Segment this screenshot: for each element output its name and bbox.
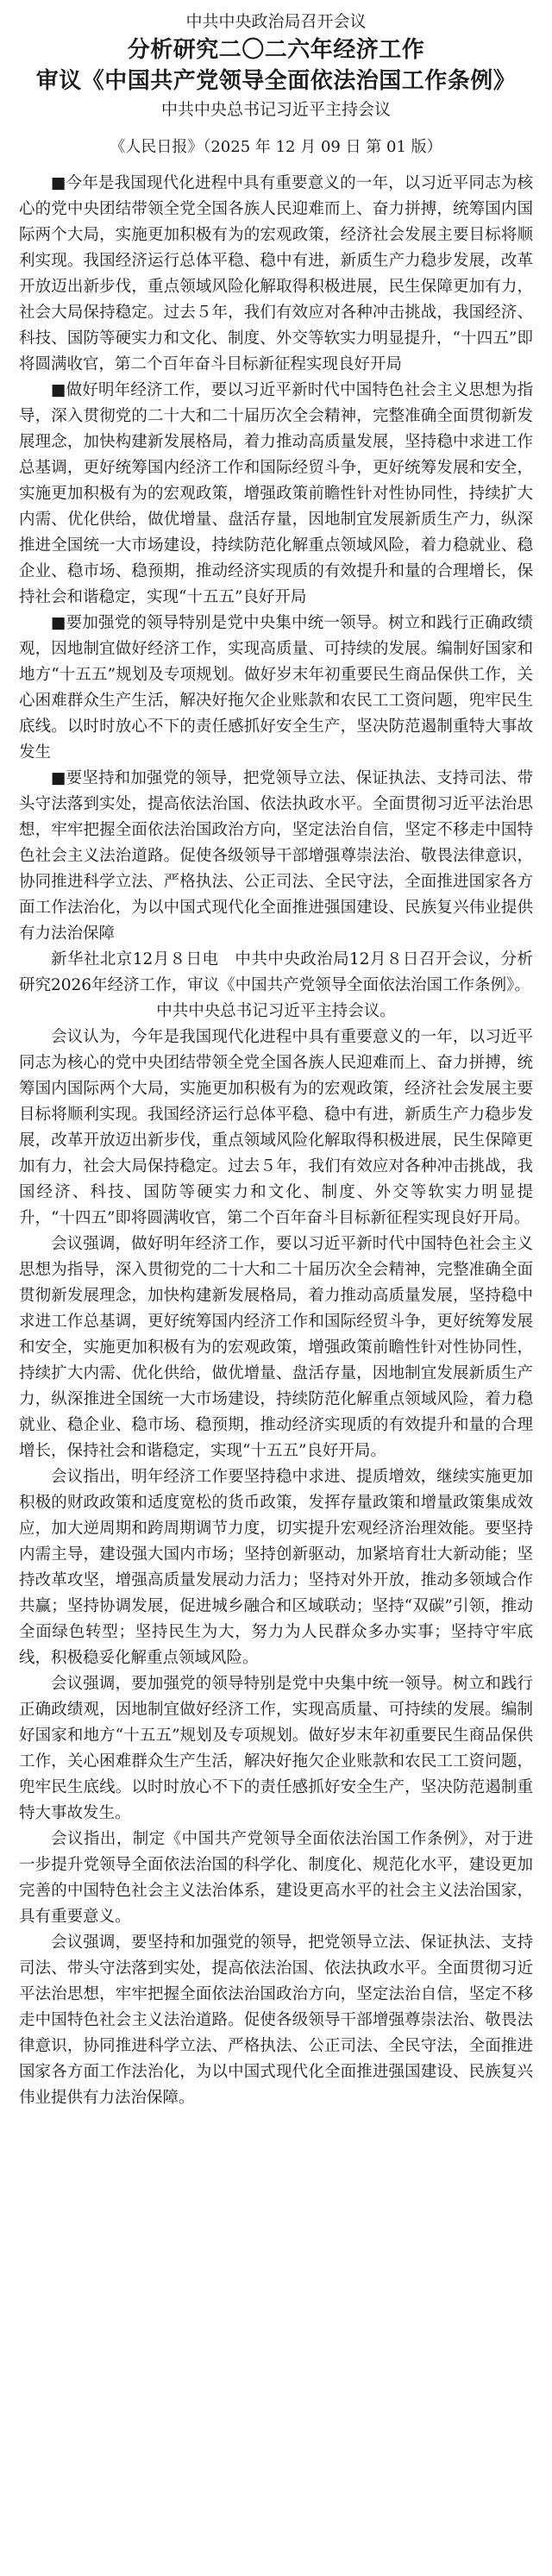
body-paragraph: 会议强调，要加强党的领导特别是党中央集中统一领导。树立和践行正确政绩观，因地制宜做好经济工作，实现高质量、可持续的发展。编制好国家和地方“十五五”规划及专项规划。做好岁末年初重要民生商品保供工作，关心困难群众生产生活，解决好拖欠企业账款和农民工工资问题，兜牢民生底线。以时时放心不下的责任感抓好安全生产，坚决防范遏制重特大事故发生。 bbox=[19, 1675, 533, 1822]
summary-paragraph: ■做好明年经济工作，要以习近平新时代中国特色社会主义思想为指导，深入贯彻党的二十大和二十届历次全会精神，完整准确全面贯彻新发展理念，加快构建新发展格局，着力推动高质量发展，坚持稳中求进工作总基调，更好统筹国内经济工作和国际经贸斗争，更好统筹发展和安全，实施更加积极有为的宏观政策，增强政策前瞻性针对性协同性，持续扩大内需、优化供给，做优增量、盘活存量，因地制宜发展新质生产力，纵深推进全国统一大市场建设，持续防范化解重点领域风险，着力稳就业、稳企业、稳市场、稳预期，推动经济实现质的有效提升和量的合理增长，保持社会和谐稳定，实现“十五五”良好开局 bbox=[19, 381, 533, 606]
article-body bbox=[19, 947, 533, 2111]
body-paragraph: 会议认为，今年是我国现代化进程中具有重要意义的一年，以习近平同志为核心的党中央团结带领全党全国各族人民迎难而上、奋力拼搏，统筹国内国际两个大局，实施更加积极有为的宏观政策，经济社会发展主要目标将顺利实现。我国经济运行总体平稳、稳中有进，新质生产力稳步发展，改革开放迈出新步伐，重点领域风险化解取得积极进展，民生保障更加有力，社会大局保持稳定。过去５年，我们有效应对各种冲击挑战，我国经济、科技、国防等硬实力和文化、制度、外交等软实力明显提升，“十四五”即将圆满收官，第二个百年奋斗目标新征程实现良好开局。 bbox=[19, 1028, 533, 1227]
body-paragraph: 新华社北京12月８日电 中共中央政治局12月８日召开会议，分析研究2026年经济工作，审议《中国共产党领导全面依法治国工作条例》。 bbox=[19, 950, 533, 994]
body-paragraph: 中共中央总书记习近平主持会议。 bbox=[156, 1002, 396, 1020]
headline-line-2: 审议《中国共产党领导全面依法治国工作条例》 bbox=[35, 68, 517, 94]
body-paragraph: 会议指出，明年经济工作要坚持稳中求进、提质增效，继续实施更加积极的财政政策和适度宽松的货币政策，发挥存量政策和增量政策集成效应，加大逆周期和跨周期调节力度，切实提升宏观经济治理效能。要坚持内需主导，建设强大国内市场；坚持创新驱动，加紧培育壮大新动能；坚持改革攻坚，增强高质量发展动力活力；坚持对外开放，推动多领域合作共赢；坚持协调发展，促进城乡融合和区域联动；坚持“双碳”引领，推动全面绿色转型；坚持民生为大，努力为人民群众多办实事；坚持守牢底线，积极稳妥化解重点领域风险。 bbox=[19, 1468, 533, 1667]
body-paragraph: 会议强调，要坚持和加强党的领导，把党领导立法、保证执法、支持司法、带头守法落到实处，提高依法治国、依法执政水平。全面贯彻习近平法治思想，牢牢把握全面依法治国政治方向，坚定法治自信，坚定不移走中国特色社会主义法治道路。促使各级领导干部增强尊崇法治、敬畏法律意识，协同推进科学立法、严格执法、公正司法、全民守法，全面推进国家各方面工作法治化，为以中国式现代化全面推进强国建设、民族复兴伟业提供有力法治保障。 bbox=[19, 1934, 533, 2107]
summary-paragraph: ■要坚持和加强党的领导，把党领导立法、保证执法、支持司法、带头守法落到实处，提高依法治国、依法执政水平。全面贯彻习近平法治思想，牢牢把握全面依法治国政治方向，坚定法治自信，坚定不移走中国特色社会主义法治道路。促使各级领导干部增强尊崇法治、敬畏法律意识，协同推进科学立法、严格执法、公正司法、全民守法，全面推进国家各方面工作法治化，为以中国式现代化全面推进强国建设、民族复兴伟业提供有力法治保障 bbox=[19, 769, 533, 943]
headline-line-1: 分析研究二〇二六年经济工作 bbox=[127, 37, 425, 63]
article-subhead: 中共中央总书记习近平主持会议 bbox=[160, 100, 391, 119]
summary-section bbox=[19, 171, 533, 947]
summary-paragraph: ■要加强党的领导特别是党中央集中统一领导。树立和践行正确政绩观，因地制宜做好经济工作，实现高质量、可持续的发展。编制好国家和地方“十五五”规划及专项规划。做好岁末年初重要民生商品保供工作，关心困难群众生产生活，解决好拖欠企业账款和农民工工资问题，兜牢民生底线。以时时放心不下的责任感抓好安全生产，坚决防范遏制重特大事故发生 bbox=[19, 614, 533, 762]
summary-paragraph: ■今年是我国现代化进程中具有重要意义的一年，以习近平同志为核心的党中央团结带领全党全国各族人民迎难而上、奋力拼搏，统筹国内国际两个大局，实施更加积极有为的宏观政策，经济社会发展主要目标将顺利实现。我国经济运行总体平稳、稳中有进，新质生产力稳步发展，改革开放迈出新步伐，重点领域风险化解取得积极进展，民生保障更加有力，社会大局保持稳定。过去５年，我们有效应对各种冲击挑战，我国经济、科技、国防等硬实力和文化、制度、外交等软实力明显提升，“十四五”即将圆满收官，第二个百年奋斗目标新征程实现良好开局 bbox=[19, 174, 533, 373]
body-paragraph: 会议强调，做好明年经济工作，要以习近平新时代中国特色社会主义思想为指导，深入贯彻党的二十大和二十届历次全会精神，完整准确全面贯彻新发展理念，加快构建新发展格局，着力推动高质量发展，坚持稳中求进工作总基调，更好统筹国内经济工作和国际经贸斗争，更好统筹发展和安全，实施更加积极有为的宏观政策，增强政策前瞻性针对性协同性，持续扩大内需、优化供给，做优增量、盘活存量，因地制宜发展新质生产力，纵深推进全国统一大市场建设，持续防范化解重点领域风险，着力稳就业、稳企业、稳市场、稳预期，推动经济实现质的有效提升和量的合理增长，保持社会和谐稳定，实现“十五五”良好开局。 bbox=[19, 1235, 533, 1460]
body-paragraph: 会议指出，制定《中国共产党领导全面依法治国工作条例》，对于进一步提升党领导全面依法治国的科学化、制度化、规范化水平，建设更加完善的中国特色社会主义法治体系，建设更高水平的社会主义法治国家，具有重要意义。 bbox=[19, 1830, 533, 1926]
article-dateline: 《人民日报》（2025 年 12 月 09 日 第 01 版） bbox=[110, 138, 442, 156]
article-kicker: 中共中央政治局召开会议 bbox=[185, 12, 367, 31]
